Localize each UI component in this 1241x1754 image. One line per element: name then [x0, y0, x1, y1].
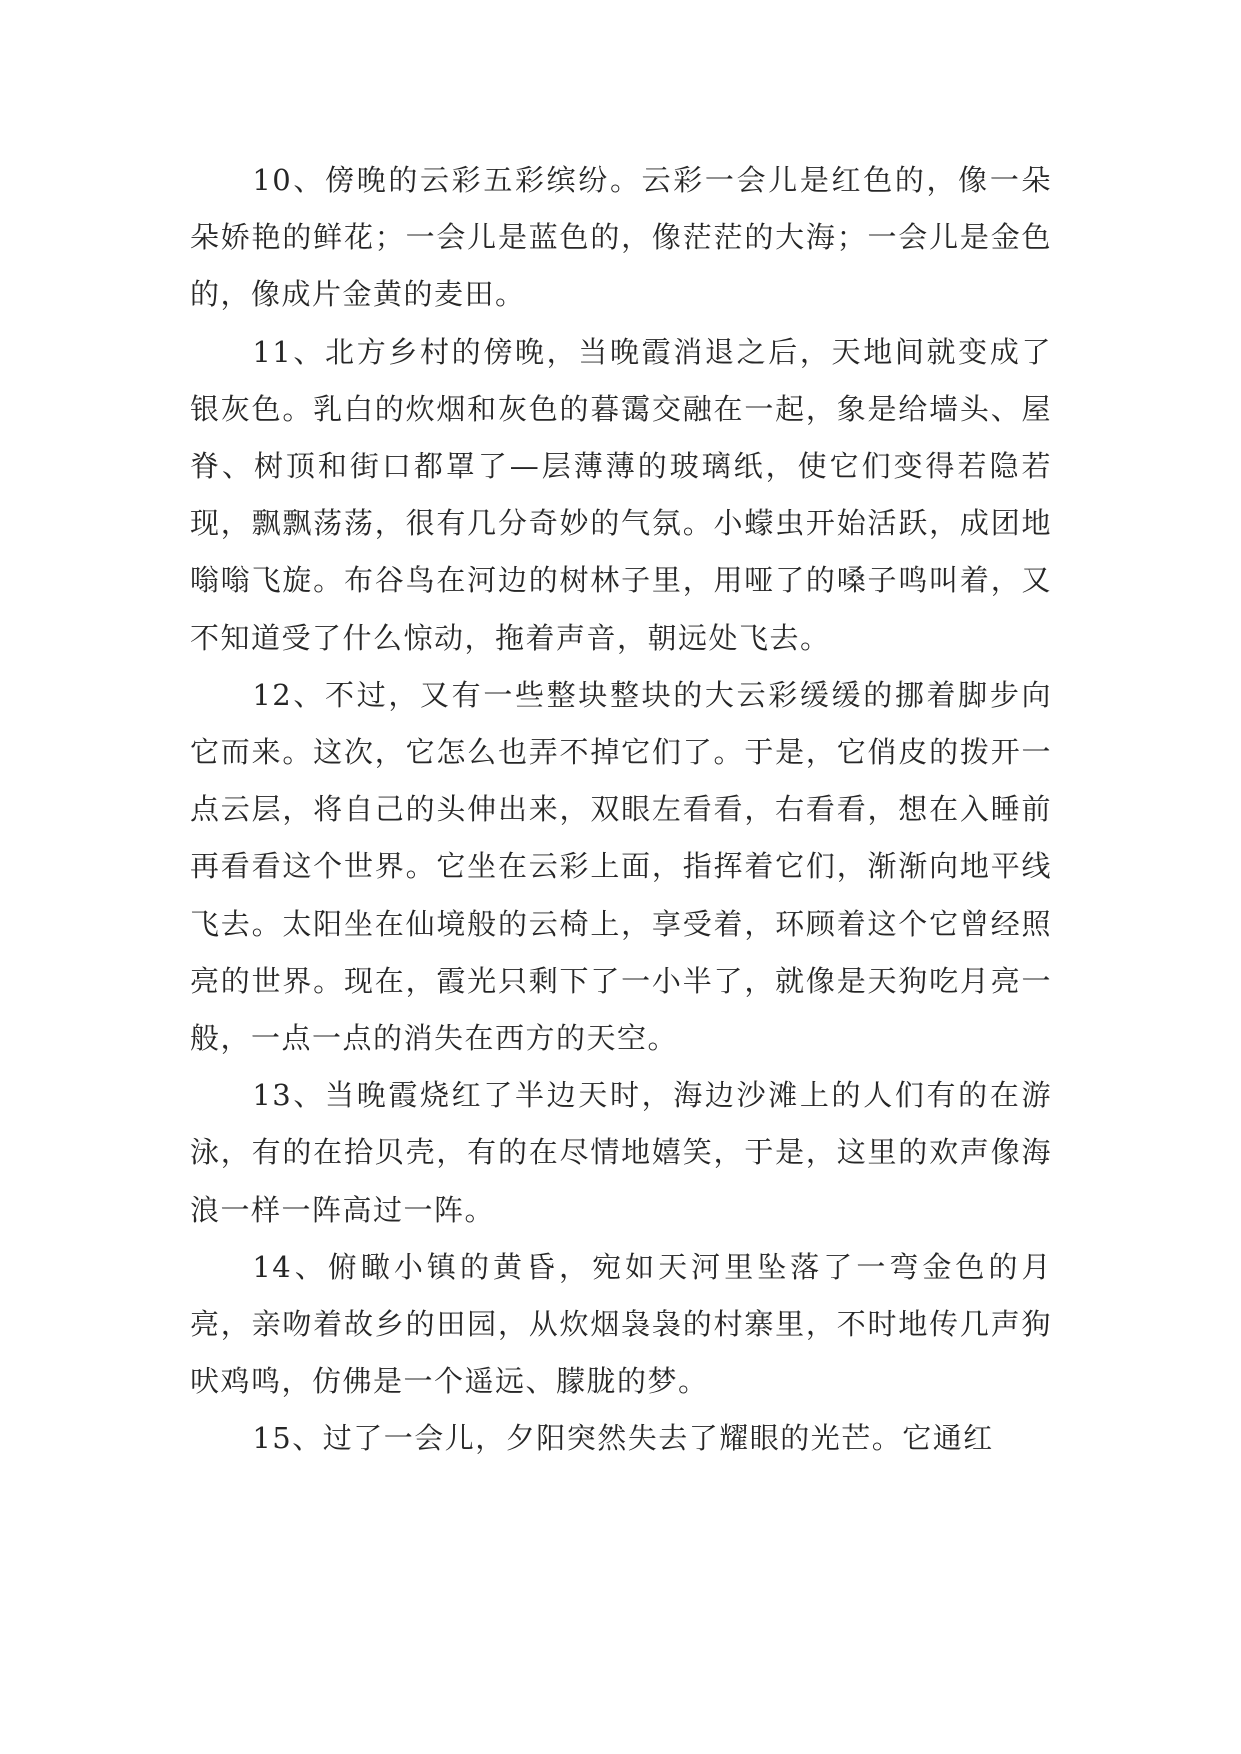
paragraph-14: 14、俯瞰小镇的黄昏，宛如天河里坠落了一弯金色的月亮，亲吻着故乡的田园，从炊烟袅袅的村寨里，不时地传几声狗吠鸡鸣，仿佛是一个遥远、朦胧的梦。: [190, 1249, 1052, 1399]
paragraph-11: 11、北方乡村的傍晚，当晚霞消退之后，天地间就变成了银灰色。乳白的炊烟和灰色的暮霭交融在一起，象是给墙头、屋脊、树顶和街口都罩了—层薄薄的玻璃纸，使它们变得若隐若现，飘飘荡荡，很有几分奇妙的气氛。小蠓虫开始活跃，成团地嗡嗡飞旋。布谷鸟在河边的树林子里，用哑了的嗓子鸣叫着，又不知道受了什么惊动，拖着声音，朝远处飞去。: [190, 334, 1052, 655]
paragraph-12: 12、不过，又有一些整块整块的大云彩缓缓的挪着脚步向它而来。这次，它怎么也弄不掉它们了。于是，它俏皮的拨开一点云层，将自己的头伸出来，双眼左看看，右看看，想在入睡前再看看这个世界。它坐在云彩上面，指挥着它们，渐渐向地平线飞去。太阳坐在仙境般的云椅上，享受着，环顾着这个它曾经照亮的世界。现在，霞光只剩下了一小半了，就像是天狗吃月亮一般，一点一点的消失在西方的天空。: [190, 677, 1052, 1056]
paragraph-13: 13、当晚霞烧红了半边天时，海边沙滩上的人们有的在游泳，有的在拾贝壳，有的在尽情地嬉笑，于是，这里的欢声像海浪一样一阵高过一阵。: [190, 1078, 1052, 1227]
paragraph-10: 10、傍晚的云彩五彩缤纷。云彩一会儿是红色的，像一朵朵娇艳的鲜花；一会儿是蓝色的，像茫茫的大海；一会儿是金色的，像成片金黄的麦田。: [190, 163, 1052, 312]
document-body: [190, 152, 1052, 1468]
paragraph-15: 15、过了一会儿，夕阳突然失去了耀眼的光芒。它通红: [252, 1421, 994, 1456]
